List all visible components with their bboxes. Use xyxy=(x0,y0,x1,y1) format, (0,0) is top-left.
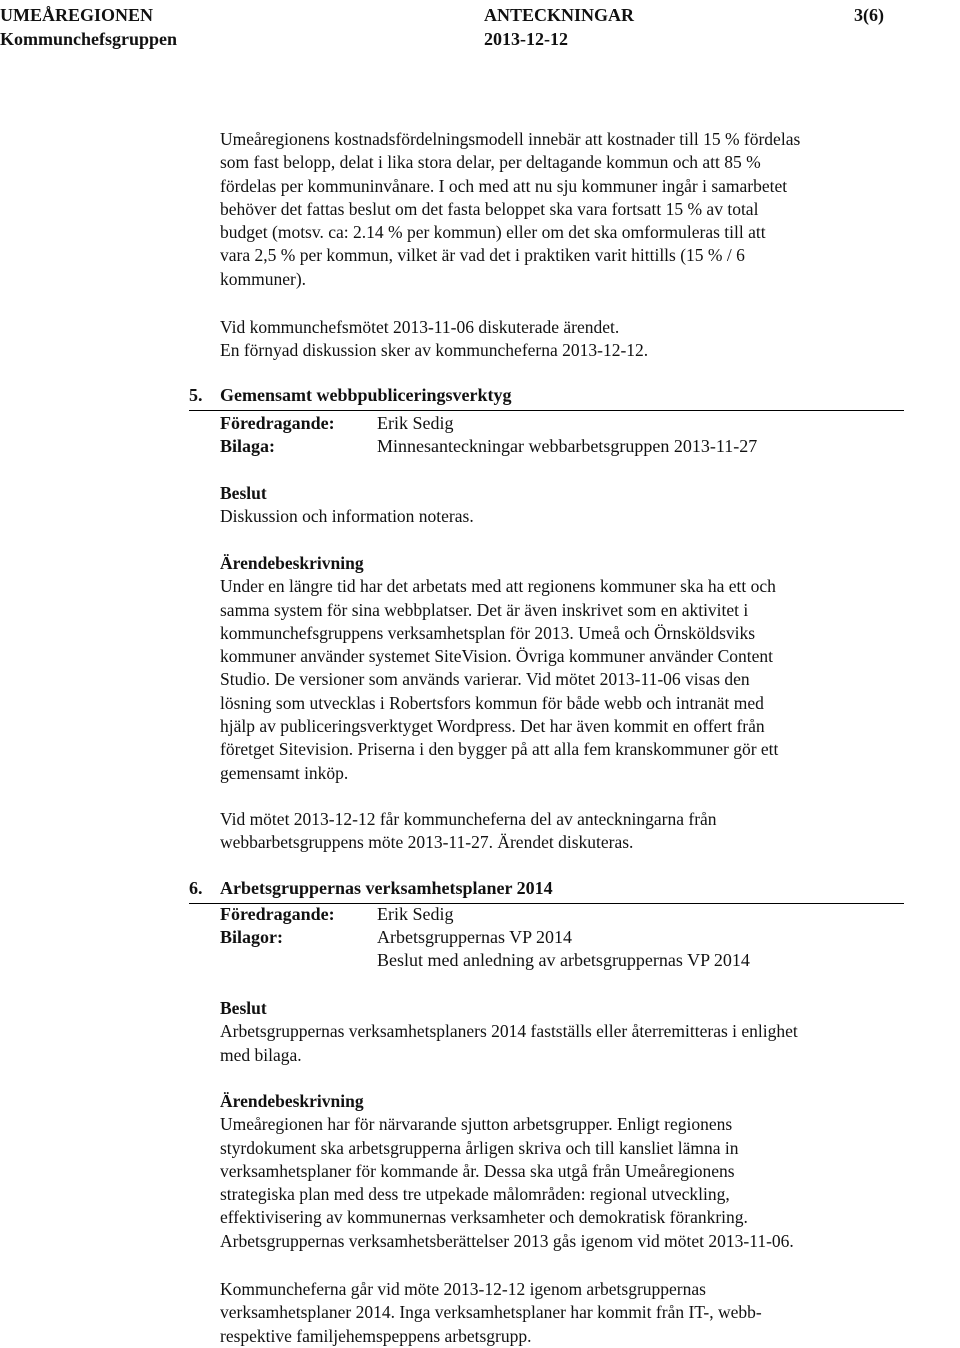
text-line: webbarbetsgruppens möte 2013-11-27. Ärendet diskuteras. xyxy=(220,832,634,853)
section-5-decision xyxy=(220,482,910,529)
text-line: gemensamt inköp. xyxy=(220,762,349,783)
section-6-followup xyxy=(220,1278,910,1348)
text-line: hjälp av publiceringsverktyget Wordpress. Det har även kommit en offert från xyxy=(220,716,765,737)
header-date: 2013-12-12 xyxy=(484,29,568,49)
text-line: Studio. De versioner som används varierar. Vid mötet 2013-11-06 visas den xyxy=(220,669,750,690)
text-line: Under en längre tid har det arbetats med att regionens kommuner ska ha ett och xyxy=(220,576,776,597)
header-group: Kommunchefsgruppen xyxy=(0,29,178,49)
section-6-decision xyxy=(220,997,910,1067)
section-6-attachments-cont xyxy=(220,950,910,974)
text-line: Umeåregionens kostnadsfördelningsmodell innebär att kostnader till 15 % fördelas xyxy=(220,129,801,149)
text-line: Vid mötet 2013-12-12 får kommuncheferna del av anteckningarna från xyxy=(220,809,717,829)
text-line: fördelas per kommuninvånare. I och med att nu sju kommuner ingår i samarbetet xyxy=(220,175,788,196)
attachment-name: Beslut med anledning av arbetsgruppernas VP 2014 xyxy=(377,950,750,970)
text-line: lösning som utvecklas i Robertsfors kommun för både webb och intranät med xyxy=(220,692,764,713)
attachment-label: Bilaga: xyxy=(220,436,276,456)
text-line: behöver det fattas beslut om det fasta beloppet ska vara fortsatt 15 % av total xyxy=(220,198,759,219)
presenter-label: Föredragande: xyxy=(220,413,335,433)
attachments-label: Bilagor: xyxy=(220,927,283,947)
text-line: som fast belopp, delat i lika stora delar, per deltagande kommun och att 85 % xyxy=(220,152,761,173)
header-org: UMEÅREGIONEN xyxy=(0,5,154,25)
header-doc-type: ANTECKNINGAR xyxy=(484,5,635,25)
intro-note xyxy=(220,316,910,363)
presenter-name: Erik Sedig xyxy=(377,413,454,433)
text-line: strategiska plan med dess tre utpekade målområden: regional utveckling, xyxy=(220,1184,730,1205)
text-line: med bilaga. xyxy=(220,1044,302,1065)
text-line: Umeåregionen har för närvarande sjutton arbetsgrupper. Enligt regionens xyxy=(220,1114,733,1135)
text-line: vara 2,5 % per kommun, vilket är vad det i praktiken varit hittills (15 % / 6 xyxy=(220,245,745,266)
text-line: kommunchefsgruppens verksamhetsplan för 2013. Umeå och Örnsköldsviks xyxy=(220,622,756,643)
text-line: En förnyad diskussion sker av kommuncheferna 2013-12-12. xyxy=(220,340,649,361)
text-line: verksamhetsplaner 2014. Inga verksamhetsplaner har kommit från IT-, webb- xyxy=(220,1302,762,1323)
text-line: Arbetsgruppernas verksamhetsberättelser 2013 gås igenom vid mötet 2013-11-06. xyxy=(220,1230,794,1251)
section-title: Arbetsgruppernas verksamhetsplaner 2014 xyxy=(220,878,553,898)
section-6-presenter xyxy=(220,904,910,928)
page-header xyxy=(0,5,960,53)
section-5-followup xyxy=(220,808,910,855)
text-line: Kommuncheferna går vid möte 2013-12-12 igenom arbetsgruppernas xyxy=(220,1279,706,1299)
text-line: kommuner använder systemet SiteVision. Övriga kommuner använder Content xyxy=(220,646,773,667)
decision-heading: Beslut xyxy=(220,483,267,503)
text-line: styrdokument ska arbetsgrupperna årligen skriva och till kansliet lämna in xyxy=(220,1137,739,1158)
text-line: kommuner). xyxy=(220,268,307,289)
intro-paragraph xyxy=(220,128,910,291)
description-heading: Ärendebeskrivning xyxy=(220,1091,364,1111)
text-line: företget Sitevision. Priserna i den bygger på att alla fem kranskommuner gör ett xyxy=(220,739,779,760)
header-page-number: 3(6) xyxy=(854,5,884,25)
attachment-name: Minnesanteckningar webbarbetsgruppen 2013-11-27 xyxy=(377,436,758,456)
description-heading: Ärendebeskrivning xyxy=(220,553,364,573)
section-number: 6. xyxy=(189,878,203,898)
presenter-name: Erik Sedig xyxy=(377,904,454,924)
section-number: 5. xyxy=(189,385,203,405)
text-line: Arbetsgruppernas verksamhetsplaners 2014 fastställs eller återremitteras i enlighet xyxy=(220,1021,798,1042)
section-title: Gemensamt webbpubliceringsverktyg xyxy=(220,385,512,405)
section-5-presenter xyxy=(220,413,910,437)
attachment-name: Arbetsgruppernas VP 2014 xyxy=(377,927,572,947)
text-line: budget (motsv. ca: 2.14 % per kommun) eller om det ska omformuleras till att xyxy=(220,222,766,243)
text-line: effektivisering av kommunernas verksamheter och demokratisk förankring. xyxy=(220,1207,748,1228)
presenter-label: Föredragande: xyxy=(220,904,335,924)
decision-text: Diskussion och information noteras. xyxy=(220,506,474,527)
section-5-heading xyxy=(189,385,904,411)
section-6-attachments xyxy=(220,927,910,951)
text-line: respektive familjehemspeppens arbetsgrupp. xyxy=(220,1325,532,1346)
text-line: samma system för sina webbplatser. Det är även inskrivet som en aktivitet i xyxy=(220,599,749,620)
text-line: Vid kommunchefsmötet 2013-11-06 diskuterade ärendet. xyxy=(220,317,620,337)
section-6-description xyxy=(220,1090,910,1253)
section-5-attachment xyxy=(220,436,910,460)
text-line: verksamhetsplaner för kommande år. Dessa ska utgå från Umeåregionens xyxy=(220,1160,735,1181)
section-6-heading xyxy=(189,878,904,904)
section-5-description xyxy=(220,552,910,785)
decision-heading: Beslut xyxy=(220,998,267,1018)
